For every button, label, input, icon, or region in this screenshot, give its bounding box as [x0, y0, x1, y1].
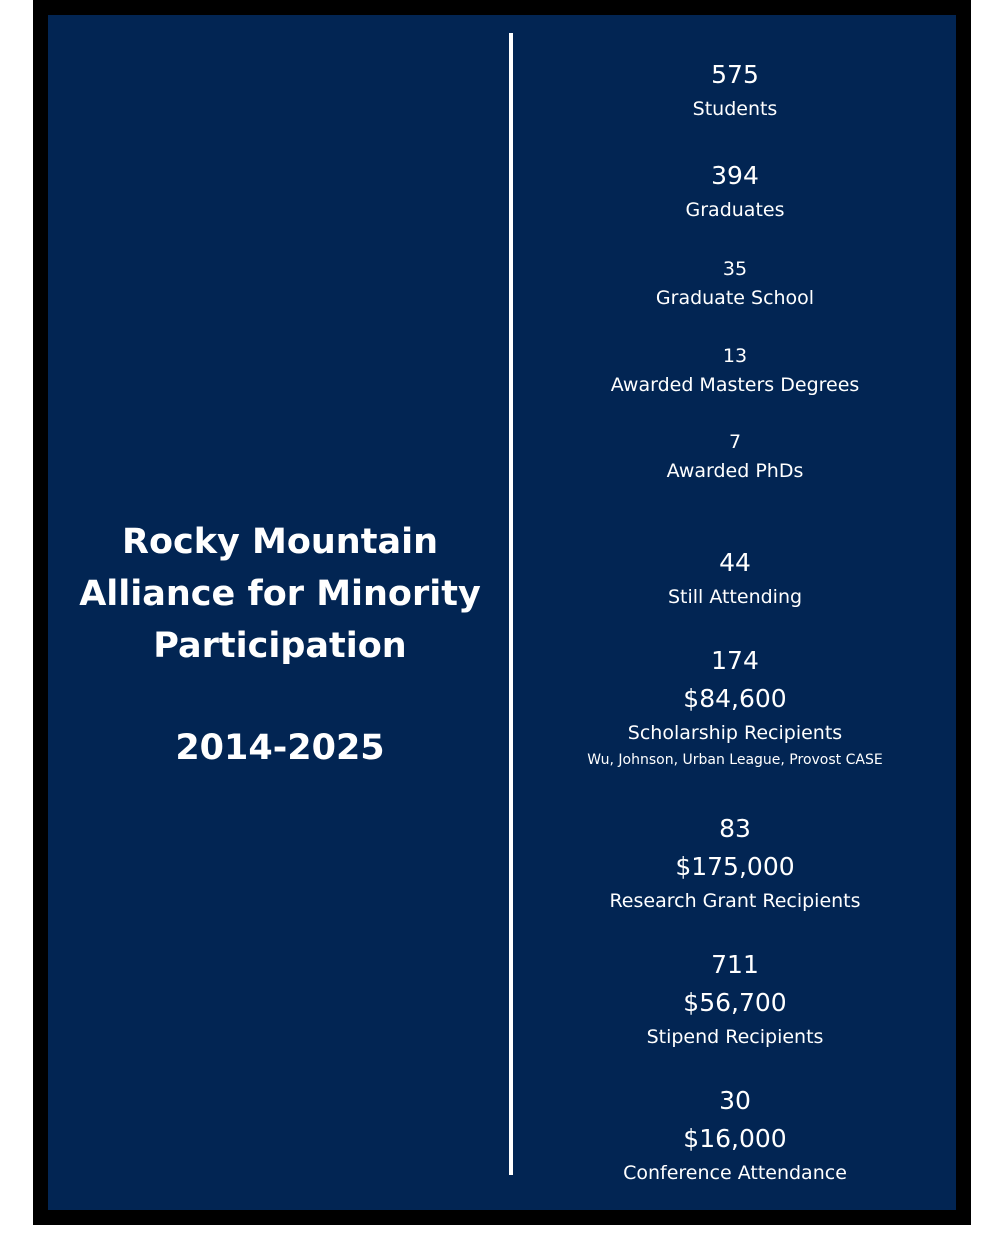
stat-graduates: [535, 159, 935, 227]
stat-stipend: [535, 948, 935, 1054]
stat-amount: $16,000: [683, 1124, 787, 1153]
stat-label: Students: [692, 98, 778, 120]
stat-value: 35: [722, 258, 748, 280]
stat-still-attending: [535, 546, 935, 614]
stat-label: Graduates: [685, 199, 785, 221]
stat-phds: [535, 428, 935, 486]
stat-label: Research Grant Recipients: [609, 890, 861, 912]
stat-value: 7: [728, 431, 742, 453]
stat-value: 575: [711, 60, 759, 89]
stat-students: [535, 58, 935, 126]
stat-graduate-school: [535, 255, 935, 313]
stat-value: 30: [719, 1086, 751, 1115]
stat-amount: $84,600: [683, 684, 787, 713]
stat-value: 174: [711, 646, 759, 675]
stat-label: Awarded PhDs: [666, 460, 804, 482]
stat-label: Graduate School: [655, 287, 815, 309]
vertical-divider: [509, 33, 513, 1175]
program-years: 2014-2025: [175, 728, 385, 768]
stat-scholarship: [535, 644, 935, 770]
stat-conference: [535, 1084, 935, 1190]
stat-label: Conference Attendance: [623, 1162, 847, 1184]
stat-research-grant: [535, 812, 935, 918]
program-title: Rocky Mountain Alliance for Minority Participation: [79, 522, 481, 666]
stat-amount: $56,700: [683, 988, 787, 1017]
stat-label: Awarded Masters Degrees: [610, 374, 860, 396]
stat-label: Still Attending: [667, 586, 803, 608]
stat-value: 44: [719, 548, 751, 577]
stat-amount: $175,000: [675, 852, 795, 881]
stat-label: Stipend Recipients: [646, 1026, 824, 1048]
stat-value: 13: [722, 345, 748, 367]
stat-value: 83: [719, 814, 751, 843]
stat-value: 394: [711, 161, 759, 190]
stat-label: Scholarship Recipients: [627, 722, 843, 744]
stat-value: 711: [711, 950, 759, 979]
stat-masters-degrees: [535, 342, 935, 400]
stat-note: Wu, Johnson, Urban League, Provost CASE: [587, 752, 883, 768]
